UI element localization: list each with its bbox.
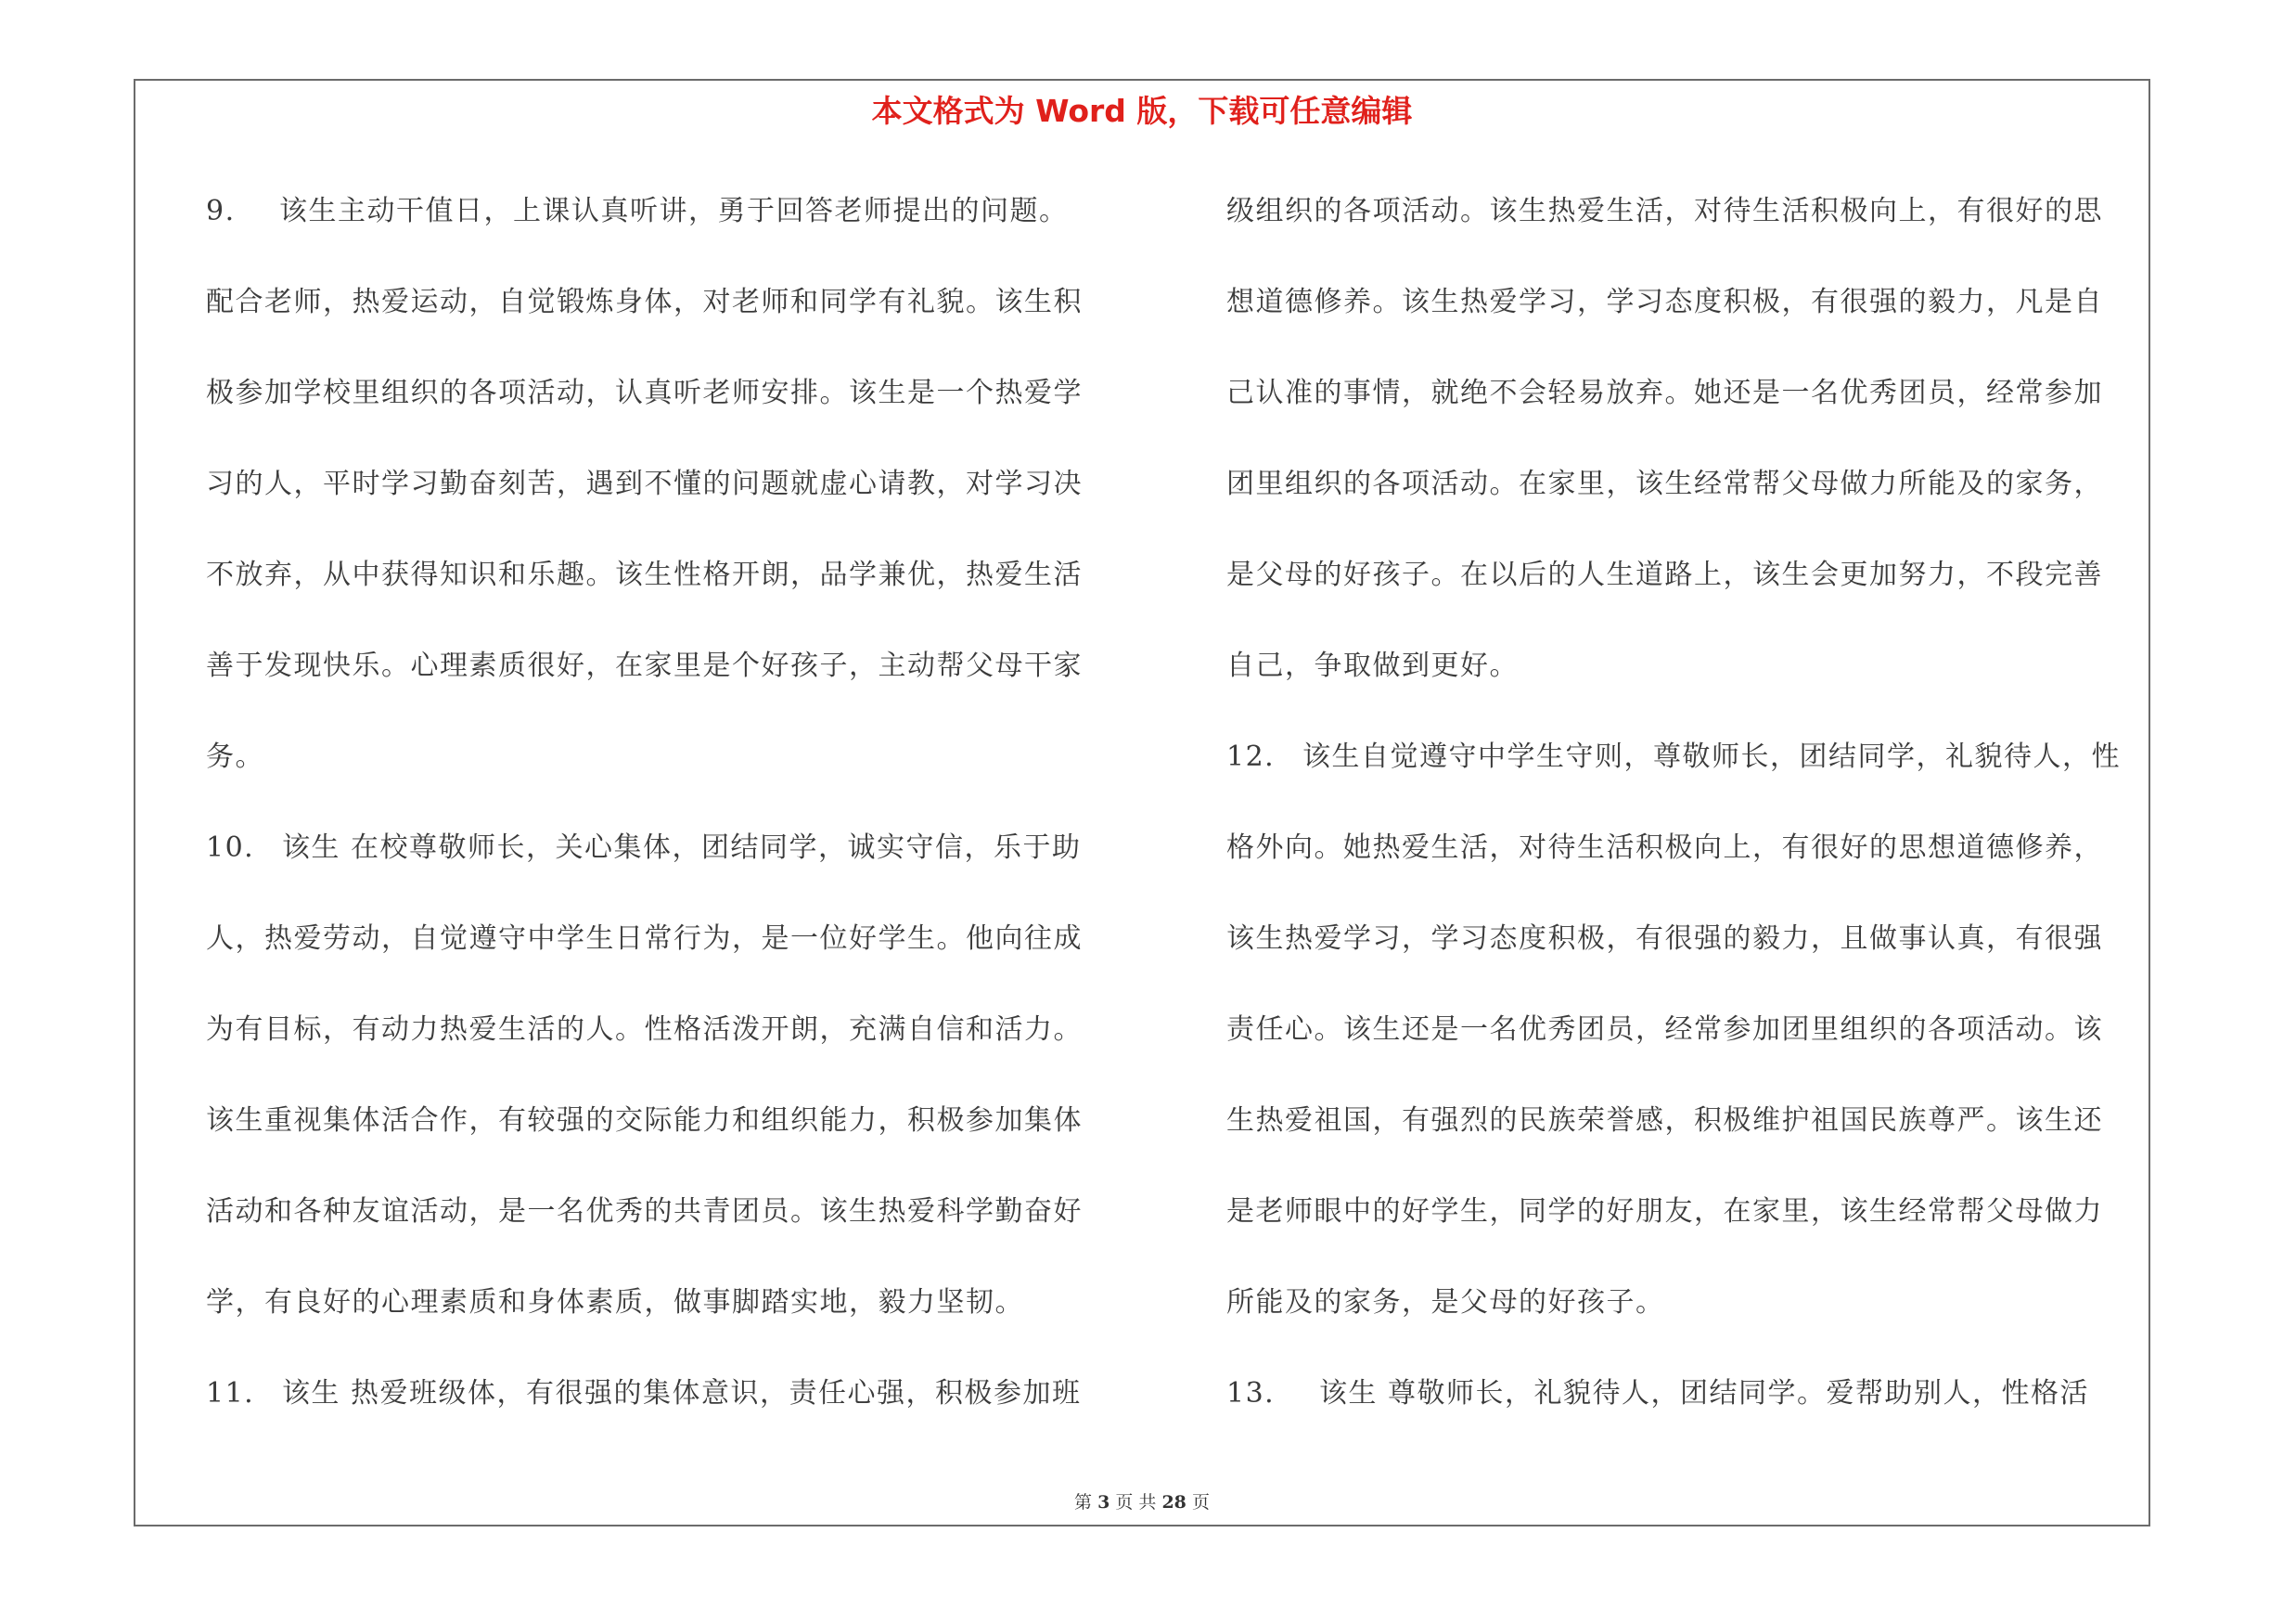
total-pages-number: 28 — [1161, 1492, 1186, 1513]
text-line: 责任心。该生还是一名优秀团员，经常参加团里组织的各项活动。该 — [1226, 1013, 2103, 1046]
text-line: 为有目标，有动力热爱生活的人。性格活泼开朗，充满自信和活力。 — [206, 1013, 1083, 1046]
item-text: 该生 在校尊敬师长，关心集体，团结同学，诚实守信，乐于助 — [282, 831, 1082, 864]
left-column — [206, 184, 1161, 1457]
item-number: 9. — [206, 195, 236, 227]
right-column — [1226, 184, 2182, 1457]
text-line: 活动和各种友谊活动，是一名优秀的共青团员。该生热爱科学勤奋好 — [206, 1195, 1083, 1228]
item-text: 该生主动干值日，上课认真听讲，勇于回答老师提出的问题。 — [279, 195, 1069, 227]
text-line: 己认准的事情，就绝不会轻易放弃。她还是一名优秀团员，经常参加 — [1226, 377, 2103, 409]
page-footer — [134, 1488, 2150, 1514]
item-number: 11. — [206, 1377, 255, 1410]
text-line: 级组织的各项活动。该生热爱生活，对待生活积极向上，有很好的思 — [1226, 195, 2103, 227]
text-line: 该生重视集体活合作，有较强的交际能力和组织能力，积极参加集体 — [206, 1104, 1083, 1137]
text-line: 团里组织的各项活动。在家里，该生经常帮父母做力所能及的家务， — [1226, 468, 2103, 500]
text-line: 该生热爱学习，学习态度积极，有很强的毅力，且做事认真，有很强 — [1226, 922, 2103, 955]
item-number: 10. — [206, 831, 255, 864]
text-line: 善于发现快乐。心理素质很好，在家里是个好孩子，主动帮父母干家 — [206, 650, 1083, 682]
text-line: 是老师眼中的好学生，同学的好朋友，在家里，该生经常帮父母做力 — [1226, 1195, 2103, 1228]
text-line — [206, 820, 1161, 911]
item-number: 13. — [1226, 1377, 1276, 1410]
item-text: 该生自觉遵守中学生守则，尊敬师长，团结同学，礼貌待人，性 — [1302, 741, 2121, 773]
item-text: 该生 尊敬师长，礼貌待人，团结同学。爱帮助别人，性格活 — [1319, 1377, 2090, 1410]
item-number: 12. — [1226, 741, 1276, 773]
text-line: 配合老师，热爱运动，自觉锻炼身体，对老师和同学有礼貌。该生积 — [206, 286, 1083, 318]
text-line — [1226, 1366, 2182, 1457]
text-line: 极参加学校里组织的各项活动，认真听老师安排。该生是一个热爱学 — [206, 377, 1083, 409]
footer-middle: 页 共 — [1115, 1492, 1157, 1513]
footer-suffix: 页 — [1191, 1492, 1210, 1513]
current-page-number: 3 — [1097, 1492, 1110, 1513]
text-line: 务。 — [206, 741, 264, 773]
text-line: 人，热爱劳动，自觉遵守中学生日常行为，是一位好学生。他向往成 — [206, 922, 1083, 955]
item-text: 该生 热爱班级体，有很强的集体意识，责任心强，积极参加班 — [282, 1377, 1082, 1410]
text-line: 格外向。她热爱生活，对待生活积极向上，有很好的思想道德修养， — [1226, 831, 2103, 864]
text-line: 是父母的好孩子。在以后的人生道路上，该生会更加努力，不段完善 — [1226, 559, 2103, 591]
text-line: 所能及的家务，是父母的好孩子。 — [1226, 1286, 1665, 1319]
text-line: 生热爱祖国，有强烈的民族荣誉感，积极维护祖国民族尊严。该生还 — [1226, 1104, 2103, 1137]
text-line: 想道德修养。该生热爱学习，学习态度积极，有很强的毅力，凡是自 — [1226, 286, 2103, 318]
text-line: 不放弃，从中获得知识和乐趣。该生性格开朗，品学兼优，热爱生活 — [206, 559, 1083, 591]
text-line — [1226, 729, 2182, 820]
text-line: 习的人，平时学习勤奋刻苦，遇到不懂的问题就虚心请教，对学习决 — [206, 468, 1083, 500]
text-line: 自己，争取做到更好。 — [1226, 650, 1519, 682]
text-line — [206, 184, 1161, 275]
footer-prefix: 第 — [1074, 1492, 1093, 1513]
text-line: 学，有良好的心理素质和身体素质，做事脚踏实地，毅力坚韧。 — [206, 1286, 1024, 1319]
word-format-banner: 本文格式为 Word 版，下载可任意编辑 — [871, 93, 1413, 129]
text-line — [206, 1366, 1161, 1457]
